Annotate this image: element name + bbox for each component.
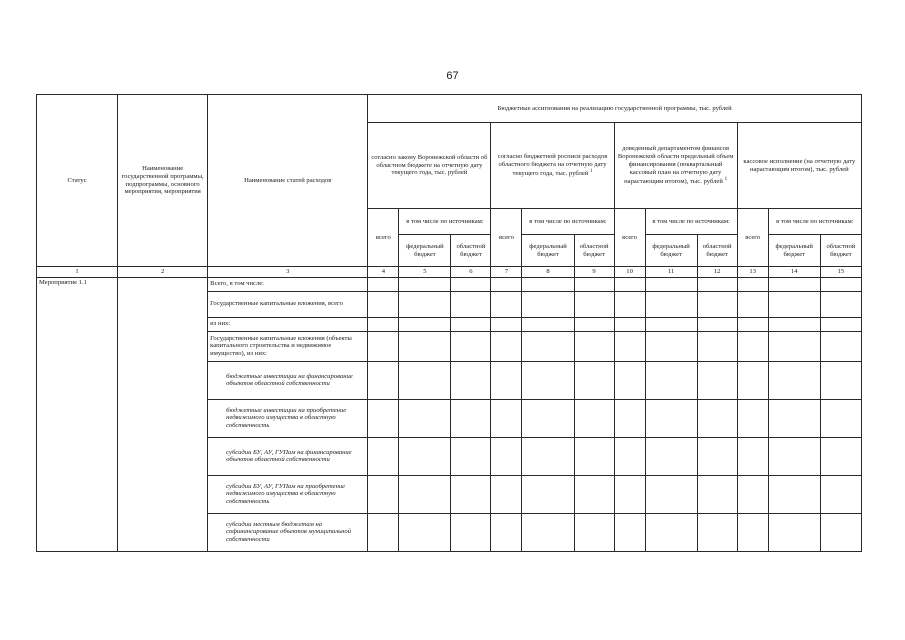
value-cell [451, 277, 491, 291]
value-cell [399, 361, 451, 399]
value-cell [574, 331, 614, 361]
value-cell [645, 291, 697, 317]
value-cell [737, 399, 768, 437]
value-cell [522, 475, 574, 513]
value-cell [451, 331, 491, 361]
value-cell [451, 437, 491, 475]
column-number: 11 [645, 267, 697, 278]
group-limit-label: доведенный департаментом финансов Воронежской области предельный объем финансирования (поквартальный кассовый план на отчетную дату нарастающим итогом), тыс. рублей [617, 145, 734, 185]
value-cell [399, 277, 451, 291]
value-cell [522, 437, 574, 475]
group-law-label: согласно закону Воронежской области об областном бюджете на отчетную дату текущего года, тыс. рублей [371, 153, 488, 177]
value-cell [614, 277, 645, 291]
column-number: 7 [491, 267, 522, 278]
value-cell [399, 331, 451, 361]
expense-cell: из них: [208, 317, 368, 331]
group-law-total: всего [368, 209, 399, 267]
value-cell [737, 437, 768, 475]
column-number: 4 [368, 267, 399, 278]
value-cell [491, 317, 522, 331]
value-cell [737, 331, 768, 361]
value-cell [697, 437, 737, 475]
value-cell [820, 277, 861, 291]
value-cell [645, 361, 697, 399]
value-cell [368, 399, 399, 437]
value-cell [522, 317, 574, 331]
value-cell [820, 513, 861, 551]
value-cell [645, 331, 697, 361]
column-number: 9 [574, 267, 614, 278]
group-schedule-federal: федеральный бюджет [522, 235, 574, 267]
value-cell [697, 513, 737, 551]
value-cell [491, 475, 522, 513]
group-limit [614, 123, 737, 209]
expense-cell: субсидии БУ, АУ, ГУПам на финансирование объектов областной собственности [208, 437, 368, 475]
group-cash-label: кассовое исполнение (на отчетную дату нарастающим итогом), тыс. рублей [743, 157, 856, 173]
group-limit-footnote: 1 [724, 176, 728, 182]
expense-cell: Государственные капитальные вложения (объекты капитального строительства и недвижимое имущество), из них: [208, 331, 368, 361]
value-cell [522, 513, 574, 551]
value-cell [614, 291, 645, 317]
value-cell [737, 277, 768, 291]
value-cell [574, 361, 614, 399]
value-cell [574, 399, 614, 437]
group-cash [737, 123, 861, 209]
value-cell [645, 277, 697, 291]
column-number: 13 [737, 267, 768, 278]
value-cell [820, 437, 861, 475]
value-cell [574, 513, 614, 551]
expense-cell: субсидии БУ, АУ, ГУПам на приобретение недвижимого имущества в областную собственность [208, 475, 368, 513]
group-cash-federal: федеральный бюджет [768, 235, 820, 267]
value-cell [645, 399, 697, 437]
value-cell [768, 513, 820, 551]
value-cell [574, 475, 614, 513]
value-cell [614, 437, 645, 475]
column-number: 15 [820, 267, 861, 278]
value-cell [820, 291, 861, 317]
value-cell [697, 361, 737, 399]
value-cell [451, 317, 491, 331]
column-number: 14 [768, 267, 820, 278]
budget-table [36, 94, 862, 552]
value-cell [399, 513, 451, 551]
column-number: 2 [118, 267, 208, 278]
value-cell [368, 475, 399, 513]
value-cell [737, 513, 768, 551]
value-cell [645, 475, 697, 513]
group-limit-sources: в том числе по источникам: [645, 209, 737, 235]
value-cell [768, 475, 820, 513]
column-number: 8 [522, 267, 574, 278]
value-cell [574, 291, 614, 317]
group-schedule-total: всего [491, 209, 522, 267]
value-cell [614, 317, 645, 331]
value-cell [491, 399, 522, 437]
value-cell [451, 399, 491, 437]
value-cell [451, 475, 491, 513]
value-cell [522, 361, 574, 399]
value-cell [451, 513, 491, 551]
value-cell [368, 317, 399, 331]
value-cell [645, 317, 697, 331]
column-number: 6 [451, 267, 491, 278]
expense-cell: субсидии местным бюджетам на софинансирование объектов муниципальной собственности [208, 513, 368, 551]
page-number: 67 [446, 70, 459, 82]
value-cell [399, 475, 451, 513]
expense-cell: Государственные капитальные вложения, всего [208, 291, 368, 317]
column-number: 5 [399, 267, 451, 278]
group-cash-sources: в том числе по источникам: [768, 209, 861, 235]
value-cell [399, 437, 451, 475]
value-cell [768, 361, 820, 399]
column-number: 10 [614, 267, 645, 278]
value-cell [574, 277, 614, 291]
column-number: 1 [37, 267, 118, 278]
value-cell [574, 437, 614, 475]
value-cell [399, 317, 451, 331]
value-cell [368, 331, 399, 361]
value-cell [491, 361, 522, 399]
value-cell [399, 291, 451, 317]
table-row [37, 277, 862, 291]
value-cell [491, 277, 522, 291]
value-cell [820, 317, 861, 331]
value-cell [614, 331, 645, 361]
value-cell [697, 291, 737, 317]
group-schedule-regional: областной бюджет [574, 235, 614, 267]
expense-cell: Всего, в том числе: [208, 277, 368, 291]
group-cash-regional: областной бюджет [820, 235, 861, 267]
group-law-regional: областной бюджет [451, 235, 491, 267]
value-cell [522, 277, 574, 291]
column-number: 3 [208, 267, 368, 278]
status-cell: Мероприятие 1.1 [37, 277, 118, 551]
value-cell [820, 361, 861, 399]
header-row-1 [37, 95, 862, 123]
group-limit-federal: федеральный бюджет [645, 235, 697, 267]
value-cell [491, 331, 522, 361]
value-cell [820, 331, 861, 361]
value-cell [697, 475, 737, 513]
value-cell [574, 317, 614, 331]
value-cell [522, 291, 574, 317]
value-cell [768, 317, 820, 331]
expense-cell: бюджетные инвестиции на приобретение недвижимого имущества в областную собственность [208, 399, 368, 437]
value-cell [697, 277, 737, 291]
value-cell [820, 399, 861, 437]
value-cell [522, 331, 574, 361]
value-cell [491, 291, 522, 317]
value-cell [451, 291, 491, 317]
group-law-sources: в том числе по источникам: [399, 209, 491, 235]
value-cell [697, 317, 737, 331]
value-cell [614, 513, 645, 551]
value-cell [737, 317, 768, 331]
group-schedule-footnote: 1 [590, 168, 593, 174]
group-schedule-label: согласно бюджетной росписи расходов областного бюджета на отчетную дату текущего года, тыс. рублей [497, 153, 608, 178]
value-cell [768, 331, 820, 361]
group-law [368, 123, 491, 209]
value-cell [614, 361, 645, 399]
value-cell [737, 361, 768, 399]
group-cash-total: всего [737, 209, 768, 267]
header-budget-title: Бюджетные ассигнования на реализацию государственной программы, тыс. рублей [368, 95, 862, 123]
value-cell [768, 291, 820, 317]
value-cell [768, 437, 820, 475]
value-cell [697, 399, 737, 437]
group-schedule [491, 123, 614, 209]
value-cell [645, 513, 697, 551]
group-schedule-sources: в том числе по источникам: [522, 209, 614, 235]
value-cell [368, 361, 399, 399]
value-cell [451, 361, 491, 399]
value-cell [820, 475, 861, 513]
value-cell [737, 475, 768, 513]
program-name-cell [118, 277, 208, 551]
value-cell [368, 277, 399, 291]
value-cell [368, 291, 399, 317]
expense-cell: бюджетные инвестиции на финансирование объектов областной собственности [208, 361, 368, 399]
header-expense-name: Наименование статей расходов [208, 95, 368, 267]
value-cell [368, 437, 399, 475]
value-cell [491, 513, 522, 551]
header-program-name: Наименование государственной программы, подпрограммы, основного мероприятия, мероприятия [118, 95, 208, 267]
value-cell [645, 437, 697, 475]
column-number: 12 [697, 267, 737, 278]
group-law-federal: федеральный бюджет [399, 235, 451, 267]
value-cell [614, 399, 645, 437]
column-number-row [37, 267, 862, 278]
group-limit-regional: областной бюджет [697, 235, 737, 267]
value-cell [522, 399, 574, 437]
value-cell [614, 475, 645, 513]
group-limit-total: всего [614, 209, 645, 267]
value-cell [491, 437, 522, 475]
value-cell [768, 399, 820, 437]
value-cell [368, 513, 399, 551]
value-cell [737, 291, 768, 317]
header-status: Статус [37, 95, 118, 267]
value-cell [768, 277, 820, 291]
value-cell [399, 399, 451, 437]
value-cell [697, 331, 737, 361]
